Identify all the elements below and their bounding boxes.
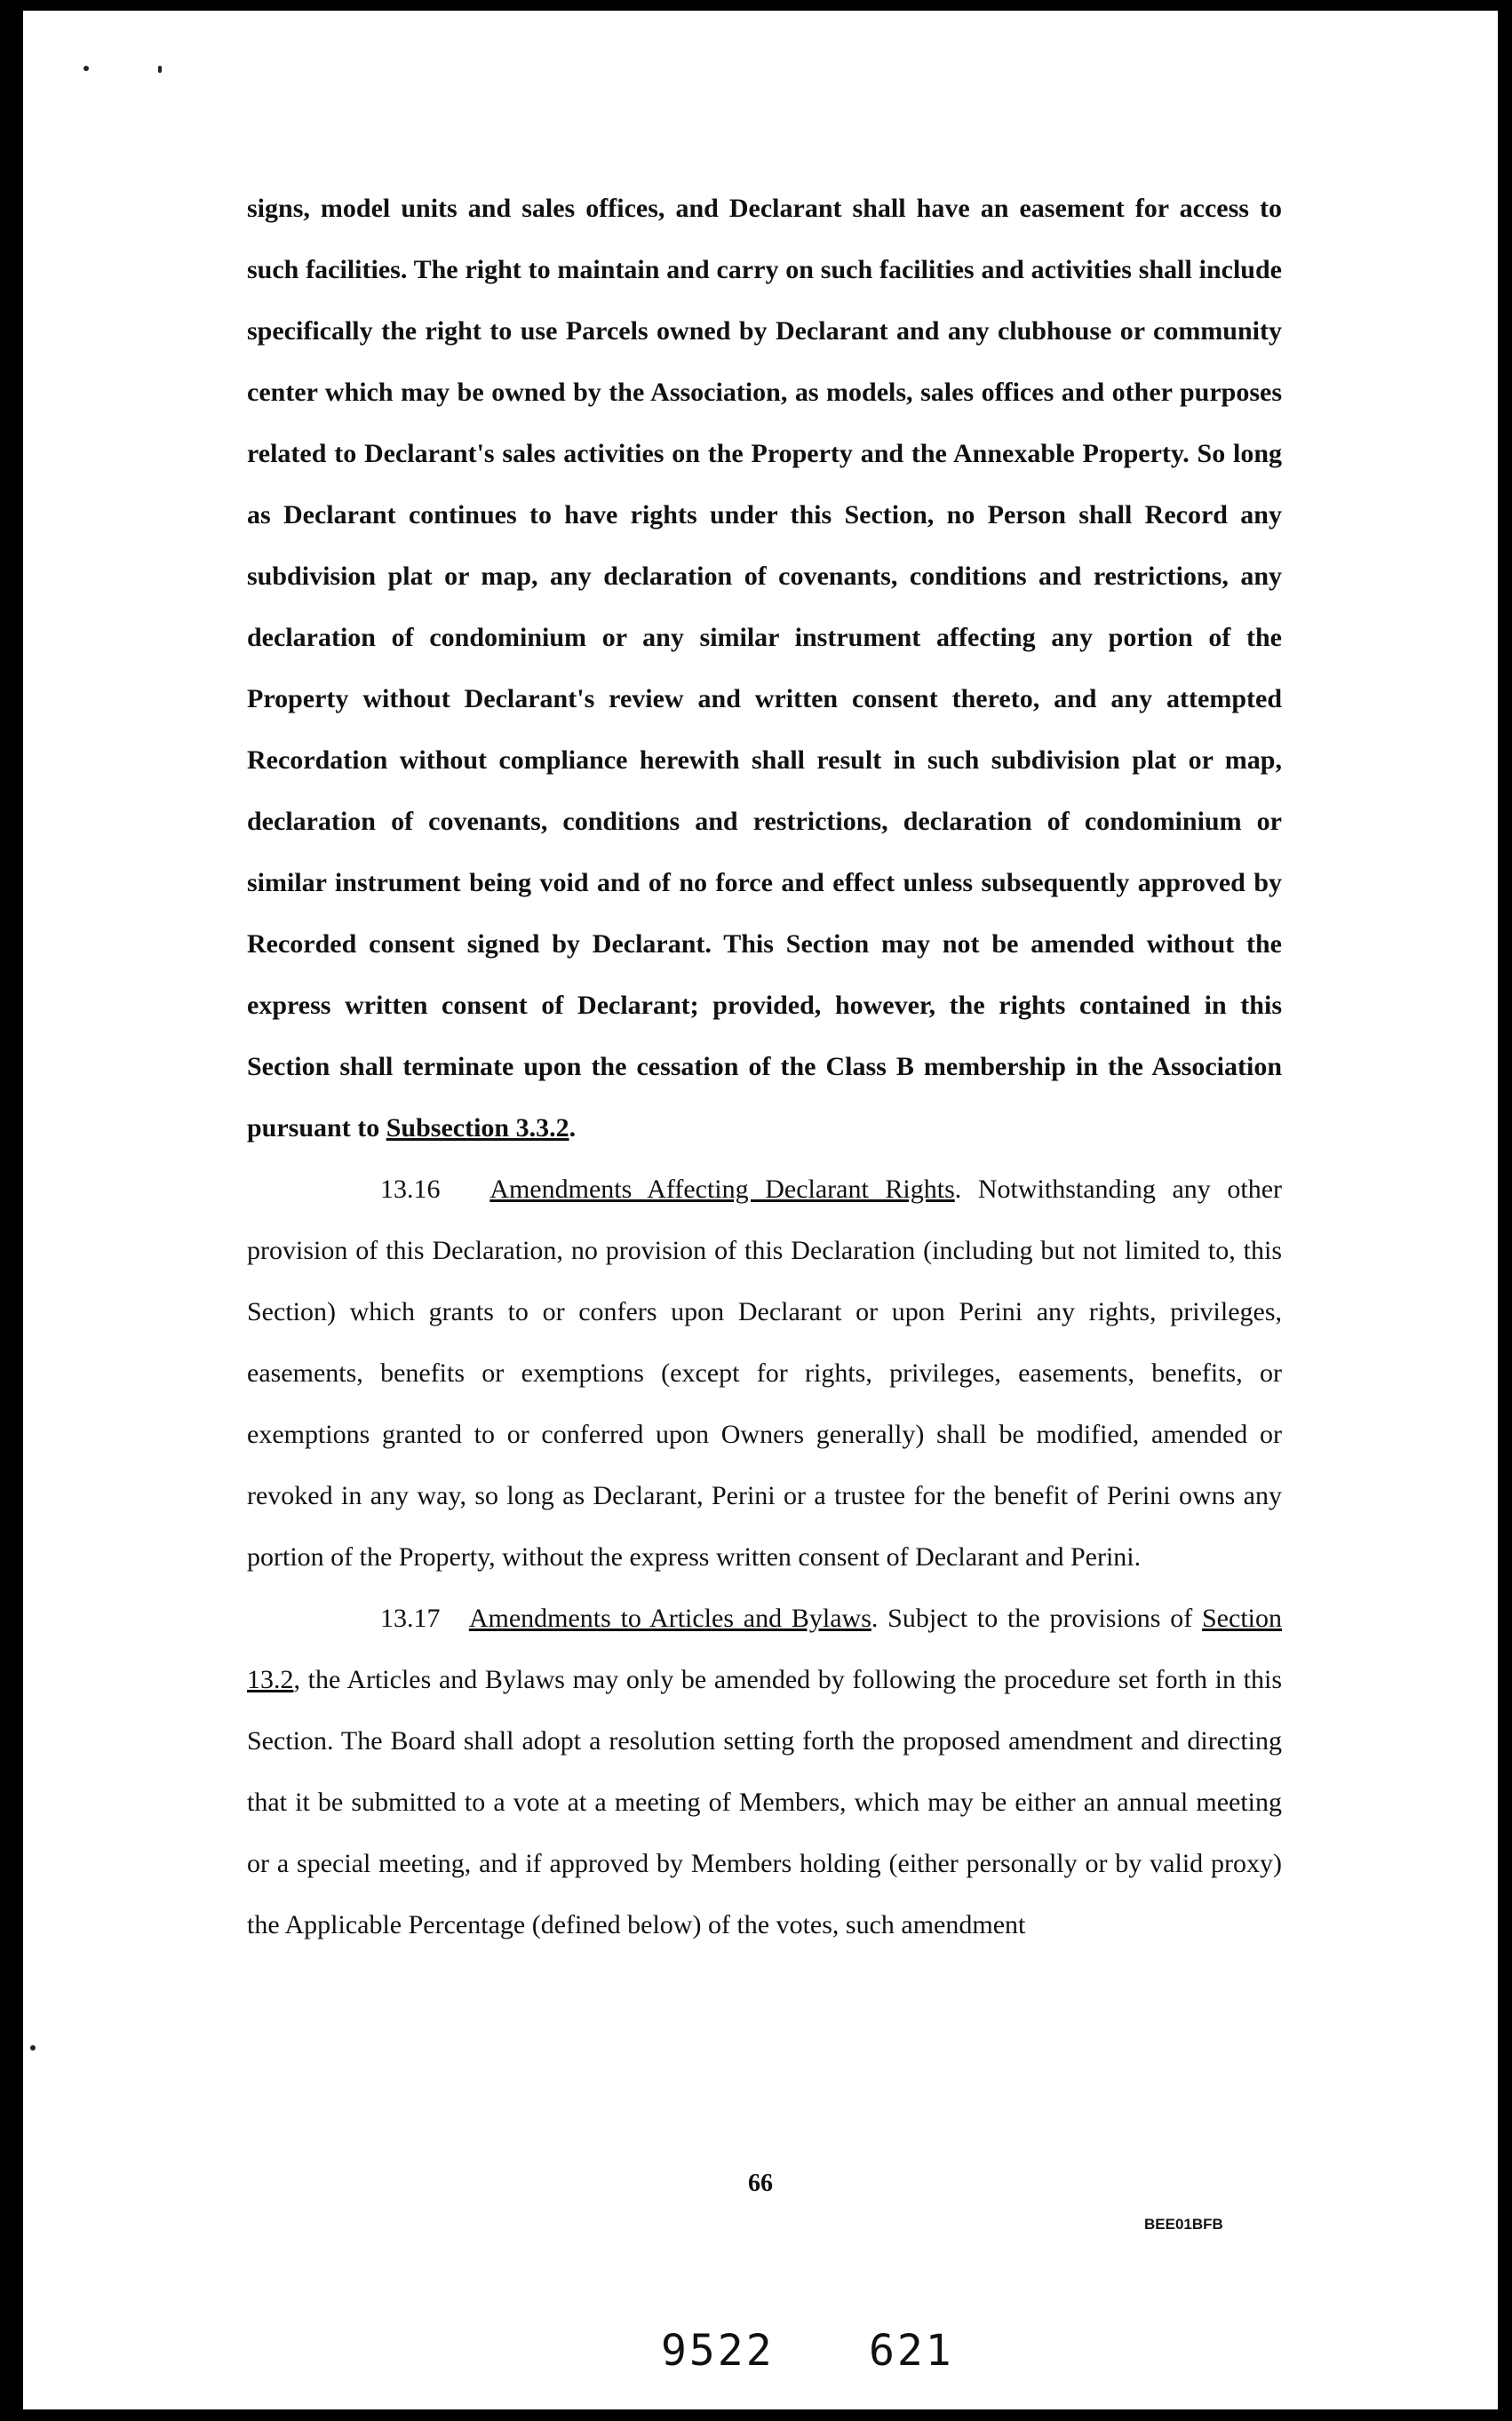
section-13-16 <box>247 1159 1282 1588</box>
section-number: 13.16 <box>380 1175 441 1204</box>
scan-speck <box>30 2045 36 2051</box>
section-heading: Amendments to Articles and Bylaws <box>468 1604 871 1633</box>
document-body <box>247 178 1282 1955</box>
scan-speck <box>158 66 162 73</box>
paragraph-continuation <box>247 178 1282 1159</box>
cross-reference-subsection-3-3-2: Subsection 3.3.2 <box>386 1113 569 1143</box>
scan-speck <box>84 66 89 71</box>
document-page <box>23 11 1498 2409</box>
section-text: . Notwithstanding any other provision of this Declaration, no provision of this Declaration (including but not limited to, this Section) which grants to or confers upon Declarant or upon Perini any rights, privileges, easements, benefits or exemptions (except for rights, privileges, easements, benefits, or exemptions granted to or conferred upon Owners generally) shall be modified, amended or revoked in any way, so long as Declarant, Perini or a trustee for the benefit of Perini owns any portion of the Property, without the express written consent of Declarant and Perini. <box>247 1175 1283 1572</box>
page-number: 66 <box>748 2170 773 2197</box>
recording-stamp-page: 621 <box>869 2326 954 2376</box>
section-13-17 <box>247 1588 1282 1955</box>
recording-stamp-book: 9522 <box>661 2326 775 2376</box>
section-heading: Amendments Affecting Declarant Rights <box>489 1175 955 1204</box>
section-number: 13.17 <box>380 1604 441 1633</box>
paragraph-tail: . <box>569 1113 577 1143</box>
section-text-part-b: , the Articles and Bylaws may only be amended by following the procedure set forth in this Section. The Board shall adopt a resolution setting forth the proposed amendment and directing that it be submitted to a vote at a meeting of Members, which may be either an annual meeting or a special meeting, and if approved by Members holding (either personally or by valid proxy) the Applicable Percentage (defined below) of the votes, such amendment <box>247 1665 1282 1939</box>
paragraph-text: signs, model units and sales offices, and Declarant shall have an easement for access to such facilities. The right to maintain and carry on such facilities and activities shall include specifically the right to use Parcels owned by Declarant and any clubhouse or community center which may be owned by the Association, as models, sales offices and other purposes related to Declarant's sales activities on the Property and the Annexable Property. So long as Declarant continues to have rights under this Section, no Person shall Record any subdivision plat or map, any declaration of covenants, conditions and restrictions, any declaration of condominium or any similar instrument affecting any portion of the Property without Declarant's review and written consent thereto, and any attempted Recordation without compliance herewith shall result in such subdivision plat or map, declaration of covenants, conditions and restrictions, declaration of condominium or similar instrument being void and of no force and effect unless subsequently approved by Recorded consent signed by Declarant. This Section may not be amended without the express written consent of Declarant; provided, however, the rights contained in this Section shall terminate upon the cessation of the Class B membership in the Association pursuant to <box>247 194 1282 1143</box>
section-text-part-a: . Subject to the provisions of <box>871 1604 1202 1633</box>
document-code: BEE01BFB <box>1144 2216 1223 2233</box>
cross-reference-section-13-2: Section 13.2 <box>247 1604 1282 1694</box>
